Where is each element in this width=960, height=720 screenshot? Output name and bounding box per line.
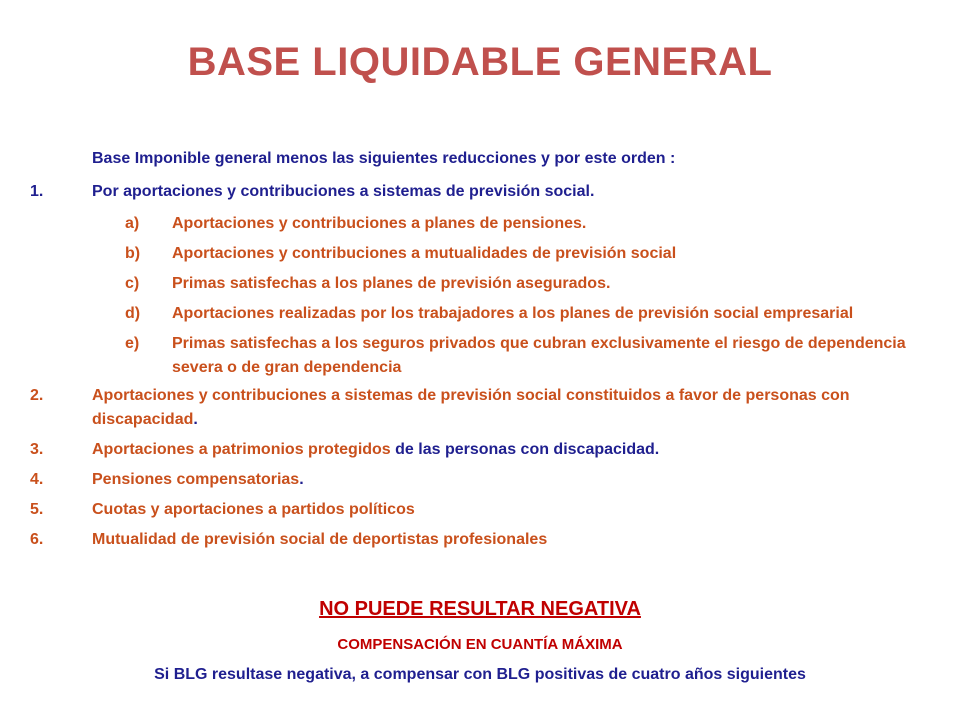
item-number: 1. [30,183,44,200]
item-text-main: Aportaciones a patrimonios protegidos [92,441,391,458]
list-item [30,528,930,552]
sub-item [125,302,930,326]
page-title: BASE LIQUIDABLE GENERAL [187,40,773,84]
sub-item [125,212,930,236]
compensation-note: Si BLG resultase negativa, a compensar con BLG positivas de cuatro años siguientes [154,666,806,683]
warning-heading: NO PUEDE RESULTAR NEGATIVA [319,598,641,620]
item-number: 4. [30,471,44,488]
sub-item [125,272,930,296]
item-text: Aportaciones y contribuciones a planes de pensiones. [172,215,587,232]
item-number: 6. [30,531,44,548]
item-text-tail: . [299,471,304,488]
item-letter: c) [125,275,140,292]
item-number: 3. [30,441,44,458]
item-letter: e) [125,335,140,352]
item-text: Primas satisfechas a los planes de previsión asegurados. [172,275,611,292]
item-text [92,468,930,492]
list-item [30,384,930,432]
intro-text: Base Imponible general menos las siguientes reducciones y por este orden : [92,150,676,167]
item-number: 5. [30,501,44,518]
compensation-heading: COMPENSACIÓN EN CUANTÍA MÁXIMA [337,636,623,653]
reductions-list [30,180,930,552]
list-item [30,498,930,522]
item-text: Mutualidad de previsión social de deportistas profesionales [92,531,548,548]
item-text-tail: de las personas con discapacidad. [390,441,660,458]
item-number: 2. [30,387,44,404]
sub-item [125,242,930,266]
item-text [92,384,930,432]
item-text: Aportaciones realizadas por los trabajadores a los planes de previsión social empresarial [172,305,854,322]
item-text-main: Pensiones compensatorias [92,471,300,488]
list-item [30,438,930,462]
item-text: Por aportaciones y contribuciones a sistemas de previsión social. [92,183,595,200]
item-letter: a) [125,215,140,232]
list-item [30,468,930,492]
list-item [30,180,930,204]
item-text-main: Aportaciones y contribuciones a sistemas de previsión social constituidos a favor de personas con discapacidad [92,387,850,428]
item-text: Cuotas y aportaciones a partidos políticos [92,501,415,518]
item-letter: b) [125,245,141,262]
item-letter: d) [125,305,141,322]
item-text-tail: . [193,411,198,428]
item-text [92,438,930,462]
item-text: Aportaciones y contribuciones a mutualidades de previsión social [172,245,677,262]
item-text: Primas satisfechas a los seguros privados que cubran exclusivamente el riesgo de dependencia severa o de gran dependencia [172,335,906,376]
sub-item [125,332,930,380]
